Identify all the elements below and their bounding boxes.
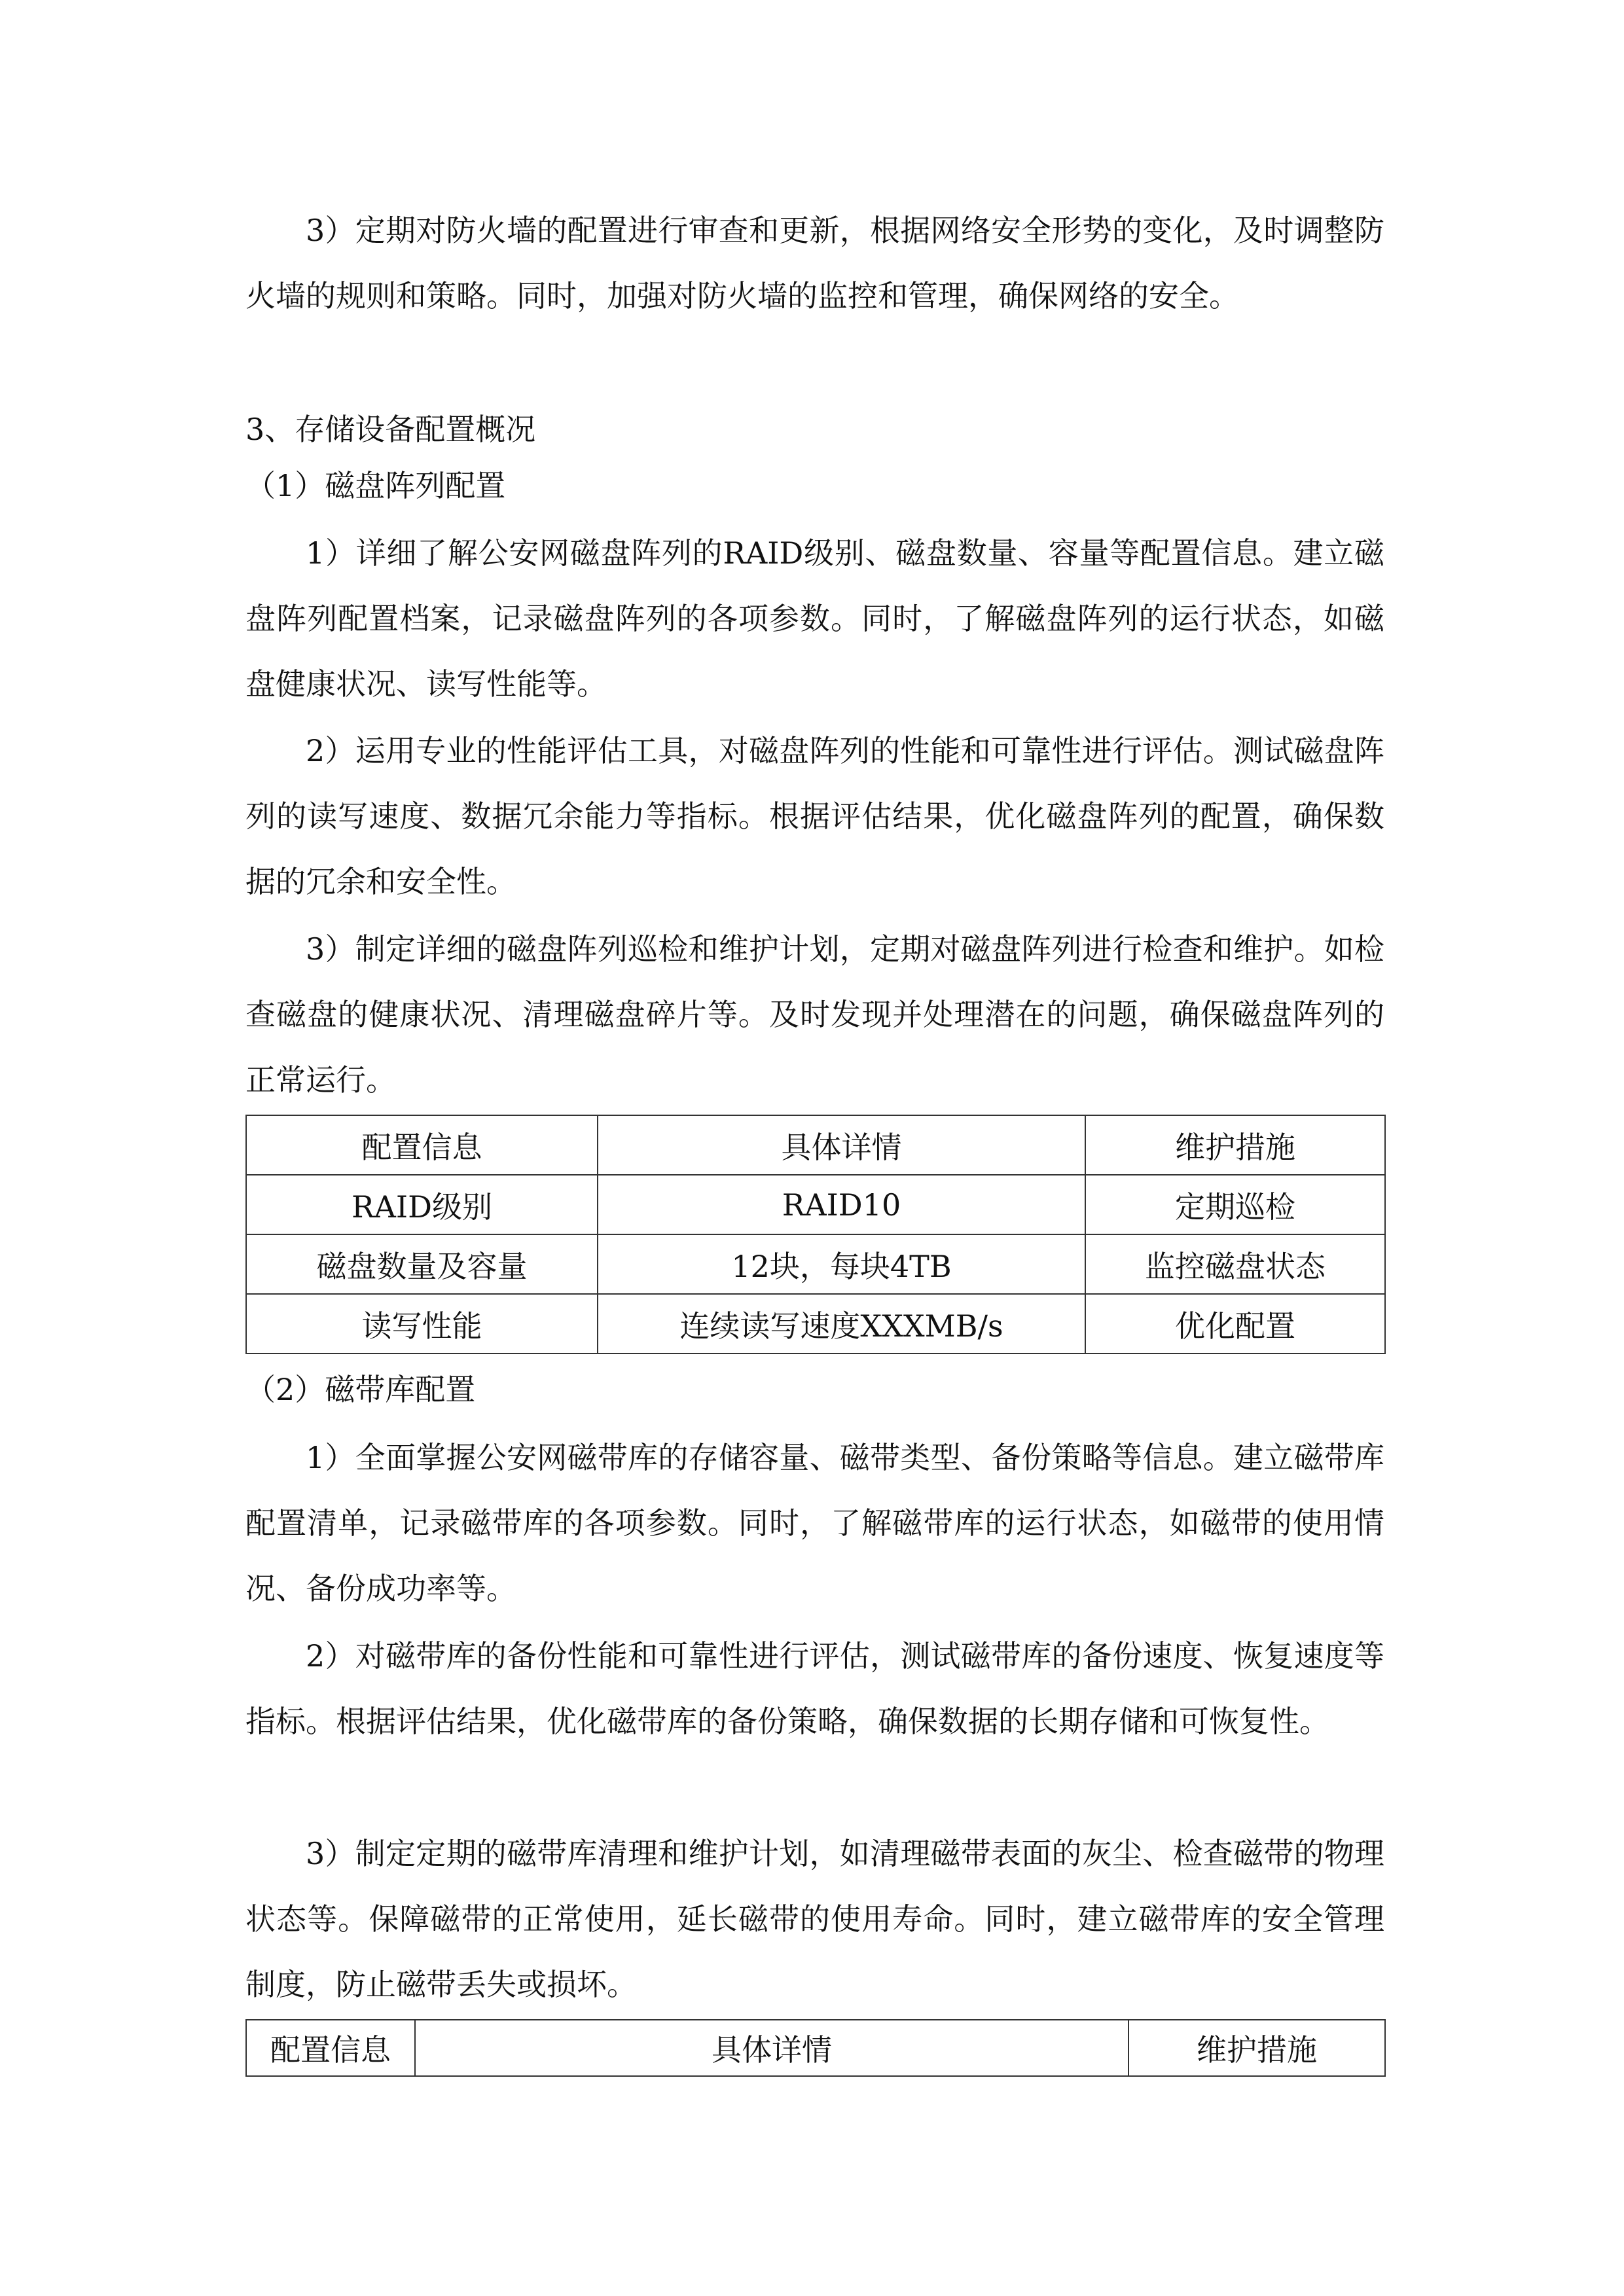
paragraph-disk-array-3: 3）制定详细的磁盘阵列巡检和维护计划，定期对磁盘阵列进行检查和维护。如检查磁盘的健康状况、清理磁盘碎片等。及时发现并处理潜在的问题，确保磁盘阵列的正常运行。: [245, 931, 1384, 1098]
table-header-cell: 配置信息: [246, 2020, 415, 2076]
table-row: [246, 1175, 1385, 1234]
table-header-cell: 配置信息: [246, 1115, 598, 1175]
table-cell: 12块，每块4TB: [598, 1234, 1085, 1294]
section-title: 3、存储设备配置概况: [245, 412, 536, 447]
table-cell: RAID级别: [246, 1175, 598, 1234]
table-cell: RAID10: [598, 1175, 1085, 1234]
paragraph-firewall-3: 3）定期对防火墙的配置进行审查和更新，根据网络安全形势的变化，及时调整防火墙的规则和策略。同时，加强对防火墙的监控和管理，确保网络的安全。: [245, 213, 1384, 314]
table-cell: 定期巡检: [1085, 1175, 1385, 1234]
table-cell: 磁盘数量及容量: [246, 1234, 598, 1294]
paragraph-tape-library-3: 3）制定定期的磁带库清理和维护计划，如清理磁带表面的灰尘、检查磁带的物理状态等。保障磁带的正常使用，延长磁带的使用寿命。同时，建立磁带库的安全管理制度，防止磁带丢失或损坏。: [245, 1836, 1384, 2002]
table-header-row: [246, 1115, 1385, 1175]
table-cell: 读写性能: [246, 1294, 598, 1354]
paragraph-disk-array-1: 1）详细了解公安网磁盘阵列的RAID级别、磁盘数量、容量等配置信息。建立磁盘阵列配置档案，记录磁盘阵列的各项参数。同时，了解磁盘阵列的运行状态，如磁盘健康状况、读写性能等。: [245, 535, 1384, 702]
paragraph-tape-library-1: 1）全面掌握公安网磁带库的存储容量、磁带类型、备份策略等信息。建立磁带库配置清单，记录磁带库的各项参数。同时，了解磁带库的运行状态，如磁带的使用情况、备份成功率等。: [245, 1440, 1384, 1606]
subsection-title-tape-library: （2）磁带库配置: [245, 1372, 476, 1407]
tape-library-table: [245, 2019, 1386, 2077]
table-header-cell: 维护措施: [1128, 2020, 1385, 2076]
table-header-cell: 具体详情: [598, 1115, 1085, 1175]
paragraph-disk-array-2: 2）运用专业的性能评估工具，对磁盘阵列的性能和可靠性进行评估。测试磁盘阵列的读写速度、数据冗余能力等指标。根据评估结果，优化磁盘阵列的配置，确保数据的冗余和安全性。: [245, 733, 1384, 899]
subsection-title-disk-array: （1）磁盘阵列配置: [245, 468, 506, 503]
table-cell: 监控磁盘状态: [1085, 1234, 1385, 1294]
table-row: [246, 1234, 1385, 1294]
disk-array-table: [245, 1115, 1386, 1354]
table-header-cell: 具体详情: [415, 2020, 1128, 2076]
paragraph-tape-library-2: 2）对磁带库的备份性能和可靠性进行评估，测试磁带库的备份速度、恢复速度等指标。根据评估结果，优化磁带库的备份策略，确保数据的长期存储和可恢复性。: [245, 1638, 1384, 1739]
table-row: [246, 1294, 1385, 1354]
table-cell: 优化配置: [1085, 1294, 1385, 1354]
table-cell: 连续读写速度XXXMB/s: [598, 1294, 1085, 1354]
table-header-row: [246, 2020, 1385, 2076]
table-header-cell: 维护措施: [1085, 1115, 1385, 1175]
